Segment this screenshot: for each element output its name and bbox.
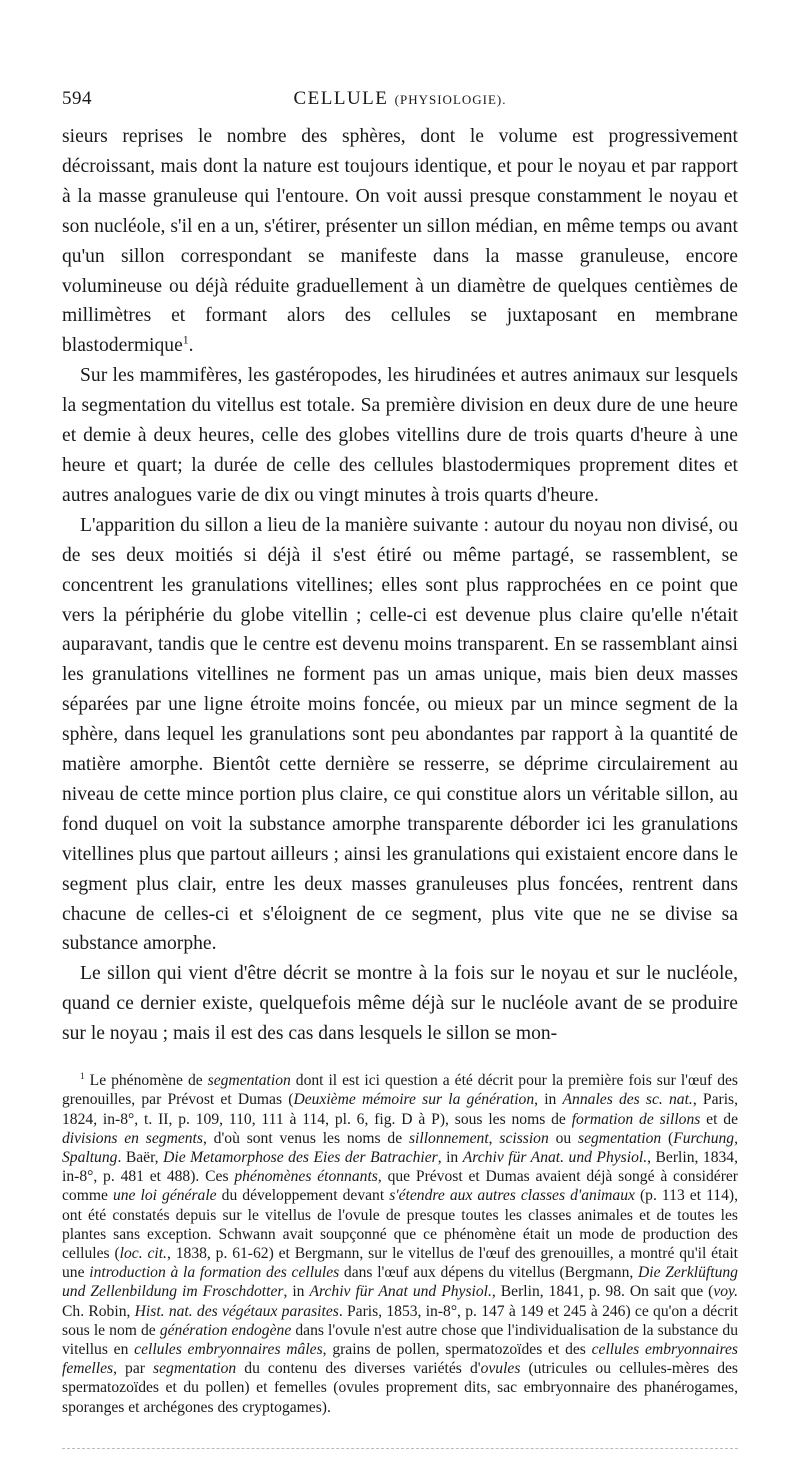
footnotes: [62, 1071, 738, 1417]
page-number: 594: [62, 88, 92, 109]
footnote-marker: 1: [80, 1071, 85, 1082]
paragraph: Sur les mammifères, les gastéropodes, les hirudinées et autres animaux sur lesquels la segmentation du vitellus est totale. Sa première division en deux dure de une heure et demie à deux heures, celle des globes vitellins dure de trois quarts d'heure à une heure et quart; la durée de celle des cellules blastodermiques proprement dites et autres analogues varie de dix ou vingt minutes à trois quarts d'heure.: [62, 365, 738, 506]
running-title-main: CELLULE: [293, 88, 389, 109]
footnote-reference[interactable]: 1: [182, 333, 189, 347]
running-title-sub: (PHYSIOLOGIE).: [394, 92, 507, 107]
footnote: $^1$ Le phénomène de segmentation dont il est ici question a été décrit pour la première fois sur l'œuf des grenouilles, par Prévost et Dumas (Deuxième mémoire sur la génération, in Annales des sc. nat., Paris, 1824, in-8°, t. II, p. 109, 110, 111 à 114, pl. 6, fig. D à P), sous les noms de formation de sillons et de divisions en segments, d'où sont venus les noms de sillonnement, scission ou segmentation (Furchung, Spaltung. Baër, Die Metamorphose des Eies der Batrachier, in Archiv für Anat. und Physiol., Berlin, 1834, in-8°, p. 481 et 488). Ces phénomènes étonnants, que Prévost et Dumas avaient déjà songé à considérer comme une loi générale du développement devant s'étendre aux autres classes d'animaux (p. 113 et 114), ont été constatés depuis sur le vitellus de l'ovule de presque toutes les classes animales et de toutes les plantes sans exception. Schwann avait soupçonné que ce phénomène était un mode de production des cellules (loc. cit., 1838, p. 61-62) et Bergmann, sur le vitellus de l'œuf des grenouilles, a montré qu'il était une introduction à la formation des cellules dans l'œuf aux dépens du vitellus (Bergmann, Die Zerklüftung und Zellenbildung im Froschdotter, in Archiv für Anat und Physiol., Berlin, 1841, p. 98. On sait que (voy. Ch. Robin, Hist. nat. des végétaux parasites. Paris, 1853, in-8°, p. 147 à 149 et 245 à 246) ce qu'on a décrit sous le nom de génération endogène dans l'ovule n'est autre chose que l'individualisation de la substance du vitellus en cellules embryonnaires mâles, grains de pollen, spermatozoïdes et des cellules embryonnaires femelles, par segmentation du contenu des diverses variétés d'ovules (utricules ou cellules-mères des spermatozoïdes et du pollen) et femelles (ovules proprement dits, sac embryonnaire des phanérogames, sporanges et archégones des cryptogames).: [62, 1071, 739, 1416]
running-title: [62, 88, 738, 110]
paragraph-text: sieurs reprises le nombre des sphères, dont le volume est progressivement décroissant, mais dont la nature est toujours identique, et pour le noyau et par rapport à la masse granuleuse qui l'entoure. On voit aussi presque constamment le noyau et son nucléole, s'il en a un, s'étirer, présenter un sillon médian, en même temps ou avant qu'un sillon correspondant se manifeste dans la masse granuleuse, encore volumineuse ou déjà réduite graduellement à un diamètre de quelques centièmes de millimètres et formant alors des cellules se juxtaposant en membrane blastodermique: [62, 126, 738, 357]
paragraph: Le sillon qui vient d'être décrit se montre à la fois sur le noyau et sur le nucléole, quand ce dernier existe, quelquefois même déjà sur le nucléole avant de se produire sur le noyau ; mais il est des cas dans lesquels le sillon se mon-: [62, 963, 738, 1045]
running-head: [62, 88, 738, 122]
paragraph: L'apparition du sillon a lieu de la manière suivante : autour du noyau non divisé, ou de ses deux moitiés si déjà il s'est étiré ou même partagé, se rassemblent, se concentrent les granulations vitellines; elles sont plus rapprochées en ce point que vers la périphérie du globe vitellin ; celle-ci est devenue plus claire qu'elle n'était auparavant, tandis que le centre est devenu moins transparent. En se rassemblant ainsi les granulations vitellines ne forment pas un amas unique, mais bien deux masses séparées par une ligne étroite moins foncée, ou mieux par un mince segment de la sphère, dans lequel les granulations sont peu abondantes par rapport à la quantité de matière amorphe. Bientôt cette dernière se resserre, se déprime circulairement au niveau de cette mince portion plus claire, ce qui constitue alors un véritable sillon, au fond duquel on voit la substance amorphe transparente déborder ici les granulations vitellines plus que partout ailleurs ; ainsi les granulations qui existaient encore dans le segment plus clair, entre les deux masses granuleuses plus foncées, rentrent dans chacune de celles-ci et s'éloignent de ce segment, plus vite que ne se divise sa substance amorphe.: [62, 514, 738, 955]
paragraph: sieurs reprises le nombre des sphères, dont le volume est progressivement décroissant, mais dont la nature est toujours identique, et pour le noyau et par rapport à la masse granuleuse qui l'entoure. On voit aussi presque constamment le noyau et son nucléole, s'il en a un, s'étirer, présenter un sillon médian, en même temps ou avant qu'un sillon correspondant se manifeste dans la masse granuleuse, encore volumineuse ou déjà réduite graduellement à un diamètre de quelques centièmes de millimètres et formant alors des cellules se juxtaposant en membrane blastodermique$^1$.: [62, 126, 738, 357]
page-bottom-rule: [62, 1448, 738, 1449]
main-text: [62, 122, 738, 1049]
